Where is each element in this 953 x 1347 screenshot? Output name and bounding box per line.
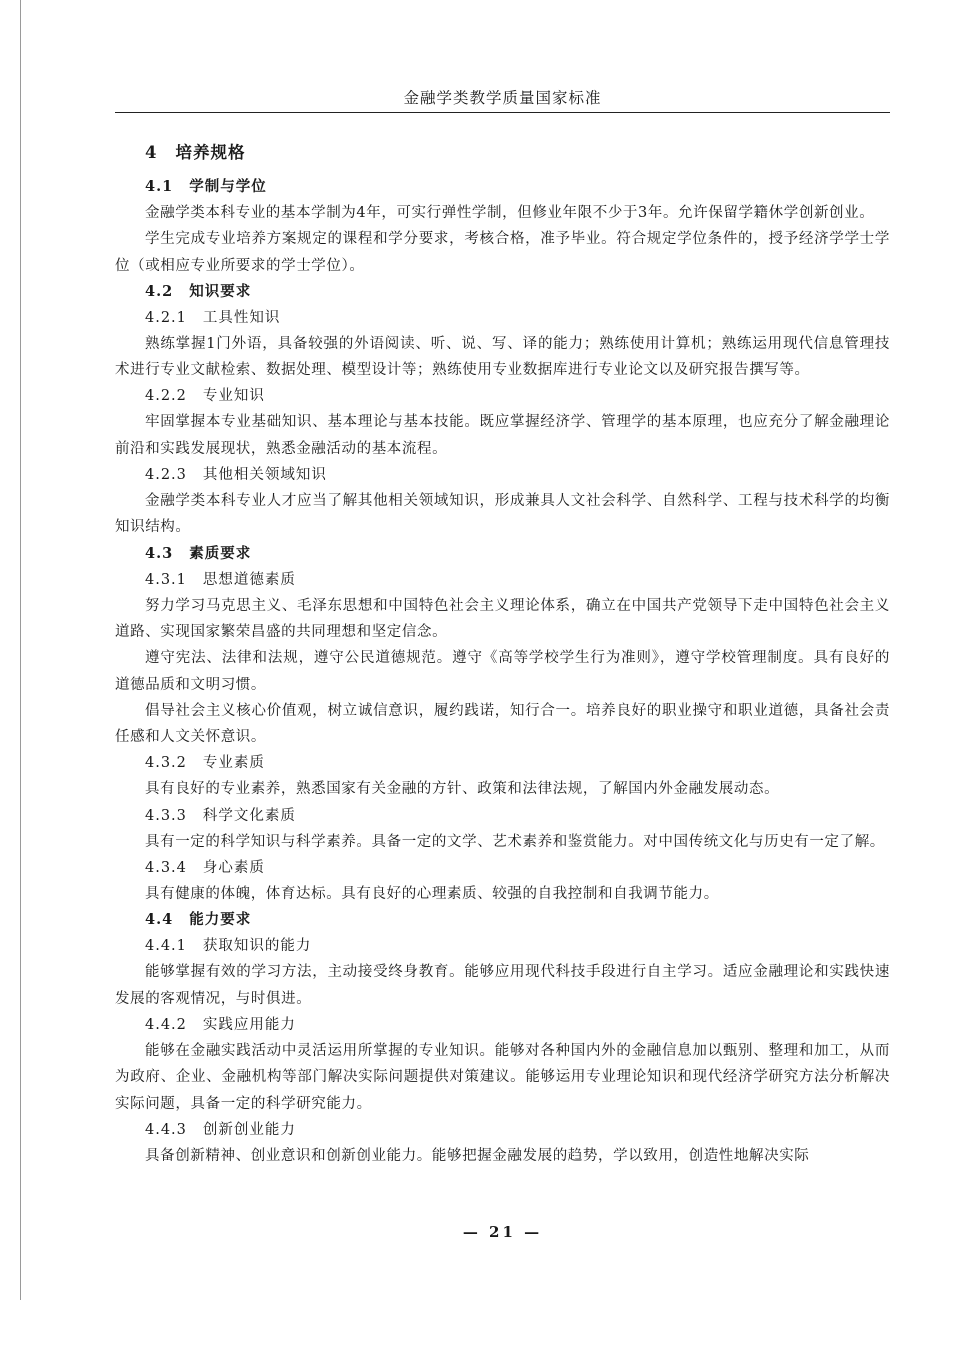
- subsection-number: 4.3.3: [145, 807, 187, 824]
- running-header: 金融学类教学质量国家标准: [403, 89, 602, 107]
- subsection-number: 4.4.2: [145, 1016, 187, 1033]
- subsection-number: 4.4.1: [145, 938, 187, 955]
- subsection-title: 获取知识的能力: [202, 938, 312, 955]
- section-heading-4-4: [145, 907, 890, 933]
- paragraph: 遵守宪法、法律和法规，遵守公民道德规范。遵守《高等学校学生行为准则》，遵守学校管理制度。具有良好的道德品质和文明习惯。: [115, 650, 890, 693]
- section-number: 4.3: [145, 544, 174, 562]
- paragraph: 熟练掌握1门外语，具备较强的外语阅读、听、说、写、译的能力；熟练使用计算机；熟练运用现代信息管理技术进行专业文献检索、数据处理、模型设计等；熟练使用专业数据库进行专业论文以及研究报告撰写等。: [115, 335, 890, 379]
- section-title: 能力要求: [189, 911, 252, 929]
- subsection-title: 其他相关领域知识: [202, 467, 327, 484]
- paragraph: 能够在金融实践活动中灵活运用所掌握的专业知识。能够对各种国内外的金融信息加以甄别、整理和加工，从而为政府、企业、金融机构等部门解决实际问题提供对策建议。能够运用专业理论知识和现代经济学研究方法分析解决实际问题，具备一定的科学研究能力。: [115, 1042, 890, 1112]
- subsection-title: 专业知识: [202, 388, 265, 405]
- page-number: — 21 —: [462, 1223, 543, 1241]
- subsection-number: 4.3.1: [145, 571, 187, 588]
- section-number: 4.2: [145, 282, 174, 300]
- subsection-heading-4-4-1: [145, 933, 890, 959]
- subsection-title: 思想道德素质: [202, 571, 296, 588]
- section-heading-4-3: [145, 541, 890, 567]
- paragraph: 具备创新精神、创业意识和创新创业能力。能够把握金融发展的趋势，学以致用，创造性地解决实际: [145, 1147, 810, 1164]
- chapter-number: 4: [145, 143, 158, 162]
- subsection-heading-4-2-1: [145, 305, 890, 331]
- subsection-heading-4-3-2: [145, 750, 890, 776]
- section-number: 4.4: [145, 911, 174, 929]
- section-title: 学制与学位: [189, 178, 267, 195]
- scan-edge-line: [20, 0, 21, 1300]
- subsection-number: 4.2.3: [145, 467, 187, 484]
- subsection-title: 专业素质: [202, 755, 265, 772]
- subsection-heading-4-3-1: [145, 567, 890, 593]
- subsection-heading-4-3-3: [145, 803, 890, 829]
- subsection-title: 创新创业能力: [202, 1121, 296, 1138]
- subsection-title: 实践应用能力: [202, 1016, 296, 1033]
- page-body: [115, 136, 890, 1169]
- subsection-title: 工具性知识: [202, 309, 281, 326]
- subsection-number: 4.2.2: [145, 388, 187, 405]
- subsection-heading-4-2-3: [145, 462, 890, 488]
- subsection-heading-4-2-2: [145, 383, 890, 409]
- paragraph: 具有一定的科学知识与科学素养。具备一定的文学、艺术素养和鉴赏能力。对中国传统文化与历史有一定了解。: [145, 833, 885, 850]
- section-title: 知识要求: [189, 282, 252, 300]
- paragraph: 具有健康的体魄，体育达标。具有良好的心理素质、较强的自我控制和自我调节能力。: [145, 886, 719, 903]
- paragraph: 努力学习马克思主义、毛泽东思想和中国特色社会主义理论体系，确立在中国共产党领导下走中国特色社会主义道路、实现国家繁荣昌盛的共同理想和坚定信念。: [115, 597, 890, 640]
- chapter-title: 培养规格: [175, 143, 246, 162]
- header-rule: [115, 112, 890, 113]
- subsection-heading-4-3-4: [145, 855, 890, 881]
- paragraph: 能够掌握有效的学习方法，主动接受终身教育。能够应用现代科技手段进行自主学习。适应金融理论和实践快速发展的客观情况，与时俱进。: [115, 964, 890, 1007]
- section-number: 4.1: [145, 178, 174, 195]
- subsection-heading-4-4-3: [145, 1117, 890, 1143]
- paragraph: 倡导社会主义核心价值观，树立诚信意识，履约践诺，知行合一。培养良好的职业操守和职业道德，具备社会责任感和人文关怀意识。: [115, 702, 890, 746]
- paragraph: 金融学类本科专业的基本学制为4年，可实行弹性学制，但修业年限不少于3年。允许保留学籍休学创新创业。: [145, 205, 875, 221]
- paragraph: 牢固掌握本专业基础知识、基本理论与基本技能。既应掌握经济学、管理学的基本原理，也应充分了解金融理论前沿和实践发展现状，熟悉金融活动的基本流程。: [115, 414, 890, 457]
- paragraph: 具有良好的专业素养，熟悉国家有关金融的方针、政策和法律法规，了解国内外金融发展动态。: [145, 781, 780, 798]
- subsection-number: 4.4.3: [145, 1121, 187, 1138]
- paragraph: 金融学类本科专业人才应当了解其他相关领域知识，形成兼具人文社会科学、自然科学、工程与技术科学的均衡知识结构。: [115, 493, 890, 536]
- subsection-title: 科学文化素质: [202, 807, 296, 824]
- section-heading-4-1: [145, 174, 890, 200]
- subsection-number: 4.2.1: [145, 309, 187, 326]
- subsection-number: 4.3.4: [145, 860, 187, 877]
- subsection-number: 4.3.2: [145, 755, 187, 772]
- chapter-heading: [145, 136, 890, 170]
- subsection-title: 身心素质: [202, 860, 265, 877]
- paragraph: 学生完成专业培养方案规定的课程和学分要求，考核合格，准予毕业。符合规定学位条件的，授予经济学学士学位（或相应专业所要求的学士学位）。: [115, 231, 890, 274]
- subsection-heading-4-4-2: [145, 1012, 890, 1038]
- section-heading-4-2: [145, 279, 890, 305]
- section-title: 素质要求: [189, 544, 252, 562]
